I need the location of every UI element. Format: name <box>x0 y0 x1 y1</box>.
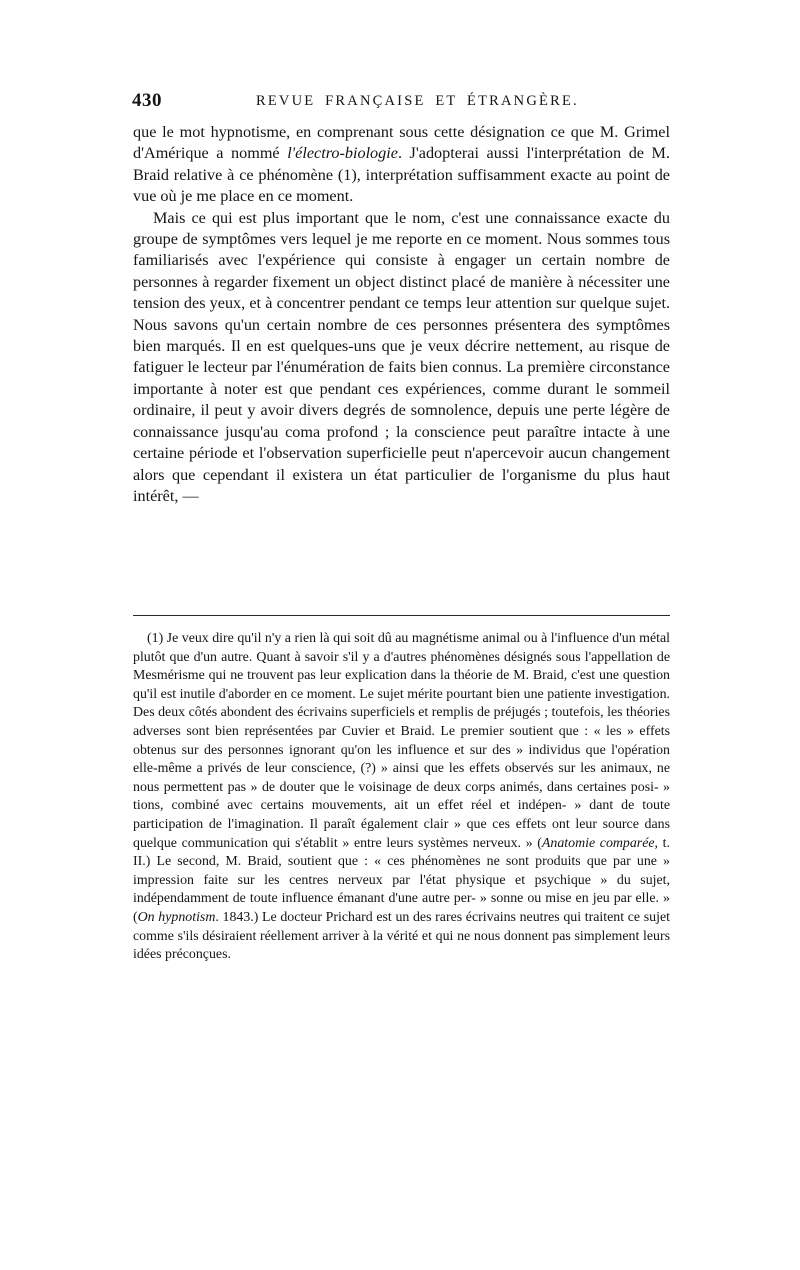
emphasis-term: l'électro-biologie <box>287 144 398 163</box>
footnote <box>133 630 670 965</box>
main-text <box>133 122 670 507</box>
paragraph: Mais ce qui est plus important que le nom, c'est une connaissance exacte du groupe de symptômes vers lequel je me reporte en ce moment. Nous sommes tous familiarisés avec l'expérience qui consiste à engager un certain nombre de personnes à regarder fixement un object distinct placé de manière à nécessiter une tension des yeux, et à concentrer pendant ce temps leur attention sur quelque sujet. Nous savons qu'un certain nombre de ces personnes présentera des symptômes bien marqués. Il en est quelques-uns que je veux décrire nettement, au risque de fatiguer le lecteur par l'énumération de faits bien connus. La première circonstance importante à noter est que pendant ces expériences, comme durant le sommeil ordinaire, il peut y avoir divers degrés de somnolence, depuis une perte légère de connaissance jusqu'au coma profond ; la conscience peut paraître intacte à une certaine période et l'observation superficielle peut n'apercevoir aucun changement alors que cependant il existera un état particulier de l'organisme du plus haut intérêt, — <box>133 208 670 505</box>
page-number: 430 <box>132 90 162 111</box>
footnote-text <box>133 630 670 965</box>
running-head: REVUE FRANÇAISE ET ÉTRANGÈRE. <box>256 93 579 109</box>
paragraph-text: . J'adopterai aussi l'interprétation de M. Braid relative à ce phénomène (1), interprétation suffisamment exacte au point de vue où je me place en ce moment. <box>133 144 670 206</box>
paragraph-continuation <box>133 122 670 208</box>
book-title: Anatomie comparée <box>541 835 655 851</box>
book-title: On hypnotism <box>137 909 216 925</box>
footnote-segment: . 1843.) Le docteur Prichard est un des rares écrivains neutres qui traitent ce sujet comme s'ils désiraient réellement arriver à la vérité et qui ne nous donnent pas simplement leurs idées préconçues. <box>133 909 670 963</box>
page-header <box>132 90 672 120</box>
paragraph-text: que le mot hypnotisme, en comprenant sous cette désignation ce que M. Grimel d'Amérique a nommé <box>133 123 670 163</box>
footnote-segment: , t. II.) Le second, M. Braid, soutient que : « ces phénomènes ne sont produits que par une » impression faite sur les centres nerveux par l'état physique et psychique » du sujet, indépendamment de toute influence émanant d'une autre per- » sonne ou mise en jeu par elle. » ( <box>133 835 670 925</box>
footnote-segment: (1) Je veux dire qu'il n'y a rien là qui soit dû au magnétisme animal ou à l'influence d'un métal plutôt que d'un autre. Quant à savoir s'il y a d'autres phénomènes désignés sous l'appellation de Mesmérisme qui ne trouvent pas leur explication dans la théorie de M. Braid, c'est une question qu'il est inutile d'aborder en ce moment. Le sujet mérite pourtant bien une patiente investigation. Des deux côtés abondent des écrivains superficiels et remplis de préjugés ; toutefois, les théories adverses sont bien représentées par Cuvier et Braid. Le premier soutient que : « les » effets obtenus sur des personnes ignorant qu'on les influence et sur des » individus que l'opération elle-même a privés de leur conscience, (?) » ainsi que les effets observés sur les animaux, ne nous permettent pas » de douter que le voisinage de deux corps animés, dans certaines posi- » tions, combiné avec certains mouvements, ait un effet réel et indépen- » dant de toute participation de l'imagination. Il paraît également clair » que ces effets ont leur source dans quelque communication qui s'établit » entre leurs systèmes nerveux. » ( <box>133 631 670 851</box>
footnote-divider <box>133 615 670 616</box>
